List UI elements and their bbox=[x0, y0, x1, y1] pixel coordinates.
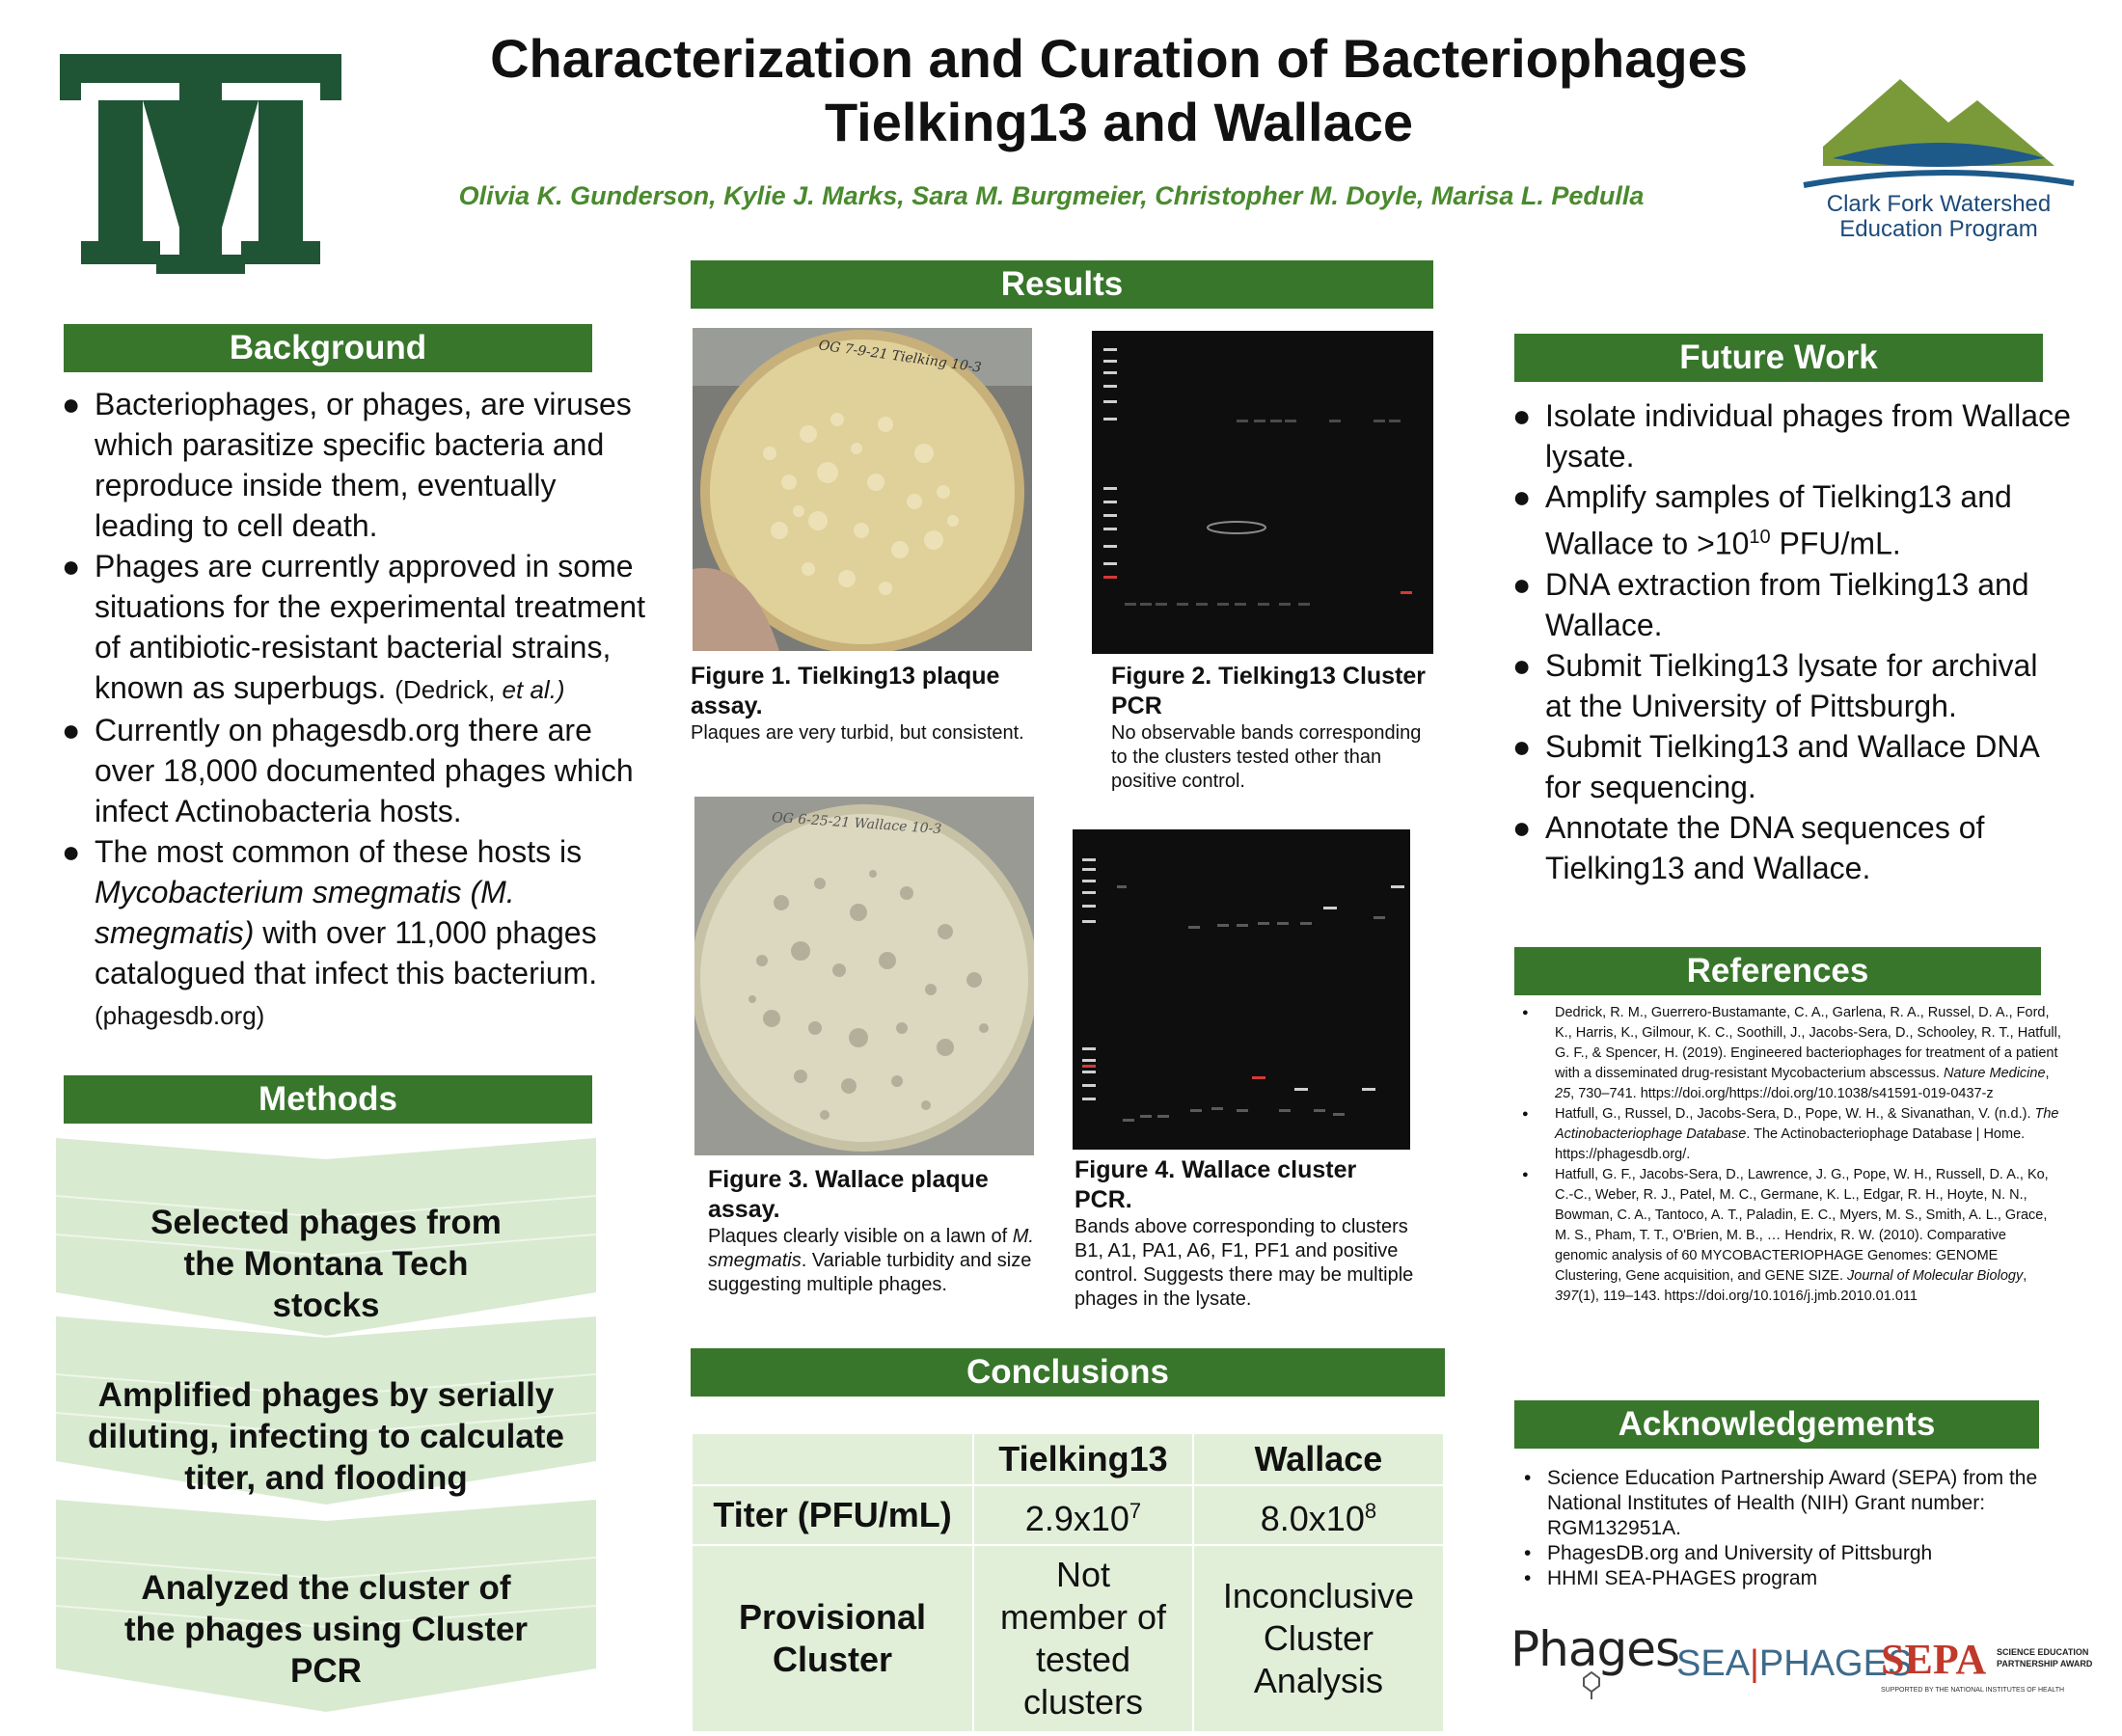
cluster-value: Not member of tested clusters bbox=[973, 1545, 1193, 1732]
gel-electrophoresis-image bbox=[1092, 331, 1433, 654]
methods-heading: Methods bbox=[64, 1075, 592, 1124]
plate-2-label: OG 6-25-21 Wallace 10-3 bbox=[771, 809, 942, 838]
conclusions-table bbox=[691, 1432, 1445, 1733]
figure-caption: Plaques clearly visible on a lawn of M. smegmatis. Variable turbidity and size suggesting multiple phages. bbox=[708, 1226, 1034, 1295]
tielking-plaque-photo bbox=[693, 328, 1032, 651]
future-work-item: ● Isolate individual phages from Wallace lysate. bbox=[1512, 395, 2072, 476]
references-heading: References bbox=[1514, 947, 2041, 995]
reference-list bbox=[1522, 1003, 2062, 1307]
row-header-titer: Titer (PFU/mL) bbox=[692, 1485, 973, 1545]
wallace-gel-image bbox=[1073, 829, 1410, 1150]
sepa-subtitle-3: SUPPORTED BY THE NATIONAL INSTITUTES OF HEALTH bbox=[1881, 1687, 2065, 1694]
background-item: ● Phages are currently approved in some situations for the experimental treatment of antibiotic-resistant bacterial strains, known as superbugs. (Dedrick, et al.) bbox=[62, 546, 660, 710]
phages-text: PHAGES bbox=[1758, 1643, 1913, 1684]
acknowledgement-item: • PhagesDB.org and University of Pittsburgh bbox=[1524, 1542, 1933, 1564]
column-header-tielking13: Tielking13 bbox=[973, 1433, 1193, 1485]
clark-fork-logo bbox=[1794, 69, 2083, 243]
results-heading: Results bbox=[691, 260, 1433, 309]
plate-1-label: OG 7-9-21 Tielking 10-3 bbox=[817, 338, 983, 376]
acknowledgement-item: • HHMI SEA-PHAGES program bbox=[1524, 1567, 1818, 1589]
figure-2-caption bbox=[1111, 662, 1429, 794]
future-work-list bbox=[1512, 395, 2072, 888]
figure-caption: No observable bands corresponding to the clusters tested other than positive control. bbox=[1111, 722, 1422, 792]
background-heading: Background bbox=[64, 324, 592, 372]
figure-title: Figure 2. Tielking13 Cluster PCR bbox=[1111, 663, 1427, 719]
acknowledgements-list bbox=[1522, 1466, 2062, 1591]
background-item: ● Bacteriophages, or phages, are viruses which parasitize specific bacteria and reproduce inside them, eventually leading to cell death. bbox=[62, 384, 660, 546]
figure-caption: Bands above corresponding to clusters B1, A1, PA1, A6, F1, PF1 and positive control. Suggests there may be multiple phages in the lysate. bbox=[1075, 1216, 1414, 1310]
future-work-item: ● Submit Tielking13 and Wallace DNA for sequencing. bbox=[1512, 726, 2072, 807]
table-corner-cell bbox=[692, 1433, 973, 1485]
wallace-plaque-photo bbox=[694, 797, 1034, 1155]
background-item: ● Currently on phagesdb.org there are over 18,000 documented phages which infect Actinobacteria hosts. bbox=[62, 710, 660, 831]
gel-electrophoresis-image bbox=[1073, 829, 1410, 1150]
future-work-item: ● DNA extraction from Tielking13 and Wallace. bbox=[1512, 564, 2072, 645]
row-header-cluster: Provisional Cluster bbox=[692, 1545, 973, 1732]
background-list bbox=[62, 384, 660, 1036]
phages-logo-text: Phages bbox=[1510, 1621, 1680, 1677]
sea-phages-logo bbox=[1676, 1640, 1913, 1688]
method-step-1 bbox=[56, 1138, 596, 1336]
partner-line-2: Education Program bbox=[1839, 216, 2038, 242]
column-header-wallace: Wallace bbox=[1193, 1433, 1444, 1485]
reference-item: ● Hatfull, G., Russel, D., Jacobs-Sera, D., Pope, W. H., & Sivanathan, V. (n.d.). The Actinobacteriophage Database. The Actinobacteriophage Database | Home. https://phagesdb.org/. bbox=[1522, 1104, 2062, 1165]
petri-dish-image bbox=[693, 328, 1032, 651]
future-work-item: ● Annotate the DNA sequences of Tielking13 and Wallace. bbox=[1512, 807, 2072, 888]
sea-text: SEA bbox=[1676, 1643, 1751, 1684]
future-work-item: ● Amplify samples of Tielking13 and Wallace to $>10^{10}$ PFU/mL. bbox=[1512, 476, 2072, 564]
acknowledgement-item: • Science Education Partnership Award (SEPA) from the National Institutes of Health (NIH) Grant number: RGM132951A. bbox=[1524, 1467, 2038, 1539]
conclusions-heading: Conclusions bbox=[691, 1348, 1445, 1397]
figure-4-caption bbox=[1075, 1155, 1418, 1312]
figure-1-caption bbox=[691, 662, 1038, 746]
method-step-text: Amplified phages by serially diluting, infecting to calculate titer, and flooding bbox=[88, 1376, 564, 1497]
mountain-fish-icon bbox=[1794, 69, 2083, 195]
phage-icon bbox=[1563, 1670, 1620, 1699]
future-work-item: ● Submit Tielking13 lysate for archival at the University of Pittsburgh. bbox=[1512, 645, 2072, 726]
titer-value: $2.9x10^7$ bbox=[973, 1485, 1193, 1545]
reference-item: ● Hatfull, G. F., Jacobs-Sera, D., Lawrence, J. G., Pope, W. H., Russell, D. A., Ko, C.-C., Weber, R. J., Patel, M. C., Germane, K. L., Edgar, R. H., Hoyte, N. N., Bowman, C. A., Tantoco, A. T., Paladin, E. C., Myers, M. S., Smith, A. L., Grace, M. S., Pham, T. T., O'Brien, M. B., … Hendrix, R. W. (2010). Comparative genomic analysis of 60 MYCOBACTERIOPHAGE Genomes: GENOME Clustering, Gene acquisition, and GENE SIZE. Journal of Molecular Biology, 397(1), 119–143. https://doi.org/10.1016/j.jmb.2010.01.011 bbox=[1522, 1165, 2062, 1307]
figure-caption: Plaques are very turbid, but consistent. bbox=[691, 722, 1024, 744]
figure-title: Figure 1. Tielking13 plaque assay. bbox=[691, 663, 1000, 719]
sepa-text: SEPA bbox=[1881, 1636, 1987, 1683]
sepa-subtitle-1: SCIENCE EDUCATION bbox=[1997, 1647, 2089, 1657]
method-step-text: Selected phages from the Montana Tech stocks bbox=[150, 1204, 502, 1324]
method-step-2 bbox=[56, 1316, 596, 1505]
figure-3-caption bbox=[708, 1165, 1036, 1297]
future-work-heading: Future Work bbox=[1514, 334, 2043, 382]
figure-title: Figure 4. Wallace cluster PCR. bbox=[1075, 1156, 1357, 1213]
author-list: Olivia K. Gunderson, Kylie J. Marks, Sara M. Burgmeier, Christopher M. Doyle, Marisa L. Pedulla bbox=[458, 181, 1645, 210]
phages-logo bbox=[1510, 1620, 1680, 1697]
title-line-1: Characterization and Curation of Bacteriophages bbox=[490, 28, 1748, 89]
sea-phages-divider-icon: | bbox=[1750, 1643, 1759, 1684]
poster-title bbox=[367, 27, 1871, 154]
sepa-logo bbox=[1881, 1636, 2108, 1705]
table-header-row bbox=[692, 1433, 1444, 1485]
table-row bbox=[692, 1485, 1444, 1545]
titer-value: $8.0x10^8$ bbox=[1193, 1485, 1444, 1545]
method-step-3 bbox=[56, 1500, 596, 1712]
title-line-2: Tielking13 and Wallace bbox=[824, 92, 1413, 152]
cluster-value: Inconclusive Cluster Analysis bbox=[1193, 1545, 1444, 1732]
reference-item: ● Dedrick, R. M., Guerrero-Bustamante, C. A., Garlena, R. A., Russel, D. A., Ford, K., Harris, K., Gilmour, K. C., Soothill, J., Jacobs-Sera, D., Schooley, R. T., Hatfull, G. F., & Spencer, H. (2019). Engineered bacteriophages for treatment of a patient with a disseminated drug-resistant Mycobacterium abscessus. Nature Medicine, 25, 730–741. https://doi.org/https://doi.org/10.1038/s41591-019-0437-z bbox=[1522, 1003, 2062, 1104]
sepa-subtitle-2: PARTNERSHIP AWARD bbox=[1997, 1659, 2093, 1668]
table-row bbox=[692, 1545, 1444, 1732]
background-item: ● The most common of these hosts is Mycobacterium smegmatis (M. smegmatis) with over 11,000 phages catalogued that infect this bacterium. (phagesdb.org) bbox=[62, 831, 660, 1036]
figure-title: Figure 3. Wallace plaque assay. bbox=[708, 1166, 989, 1223]
partner-line-1: Clark Fork Watershed bbox=[1826, 191, 2052, 217]
method-step-text: Analyzed the cluster of the phages using Cluster PCR bbox=[123, 1569, 529, 1690]
tielking-gel-image bbox=[1092, 331, 1433, 654]
petri-dish-image bbox=[694, 797, 1034, 1155]
montana-tech-logo bbox=[60, 54, 341, 276]
acknowledgements-heading: Acknowledgements bbox=[1514, 1400, 2039, 1449]
